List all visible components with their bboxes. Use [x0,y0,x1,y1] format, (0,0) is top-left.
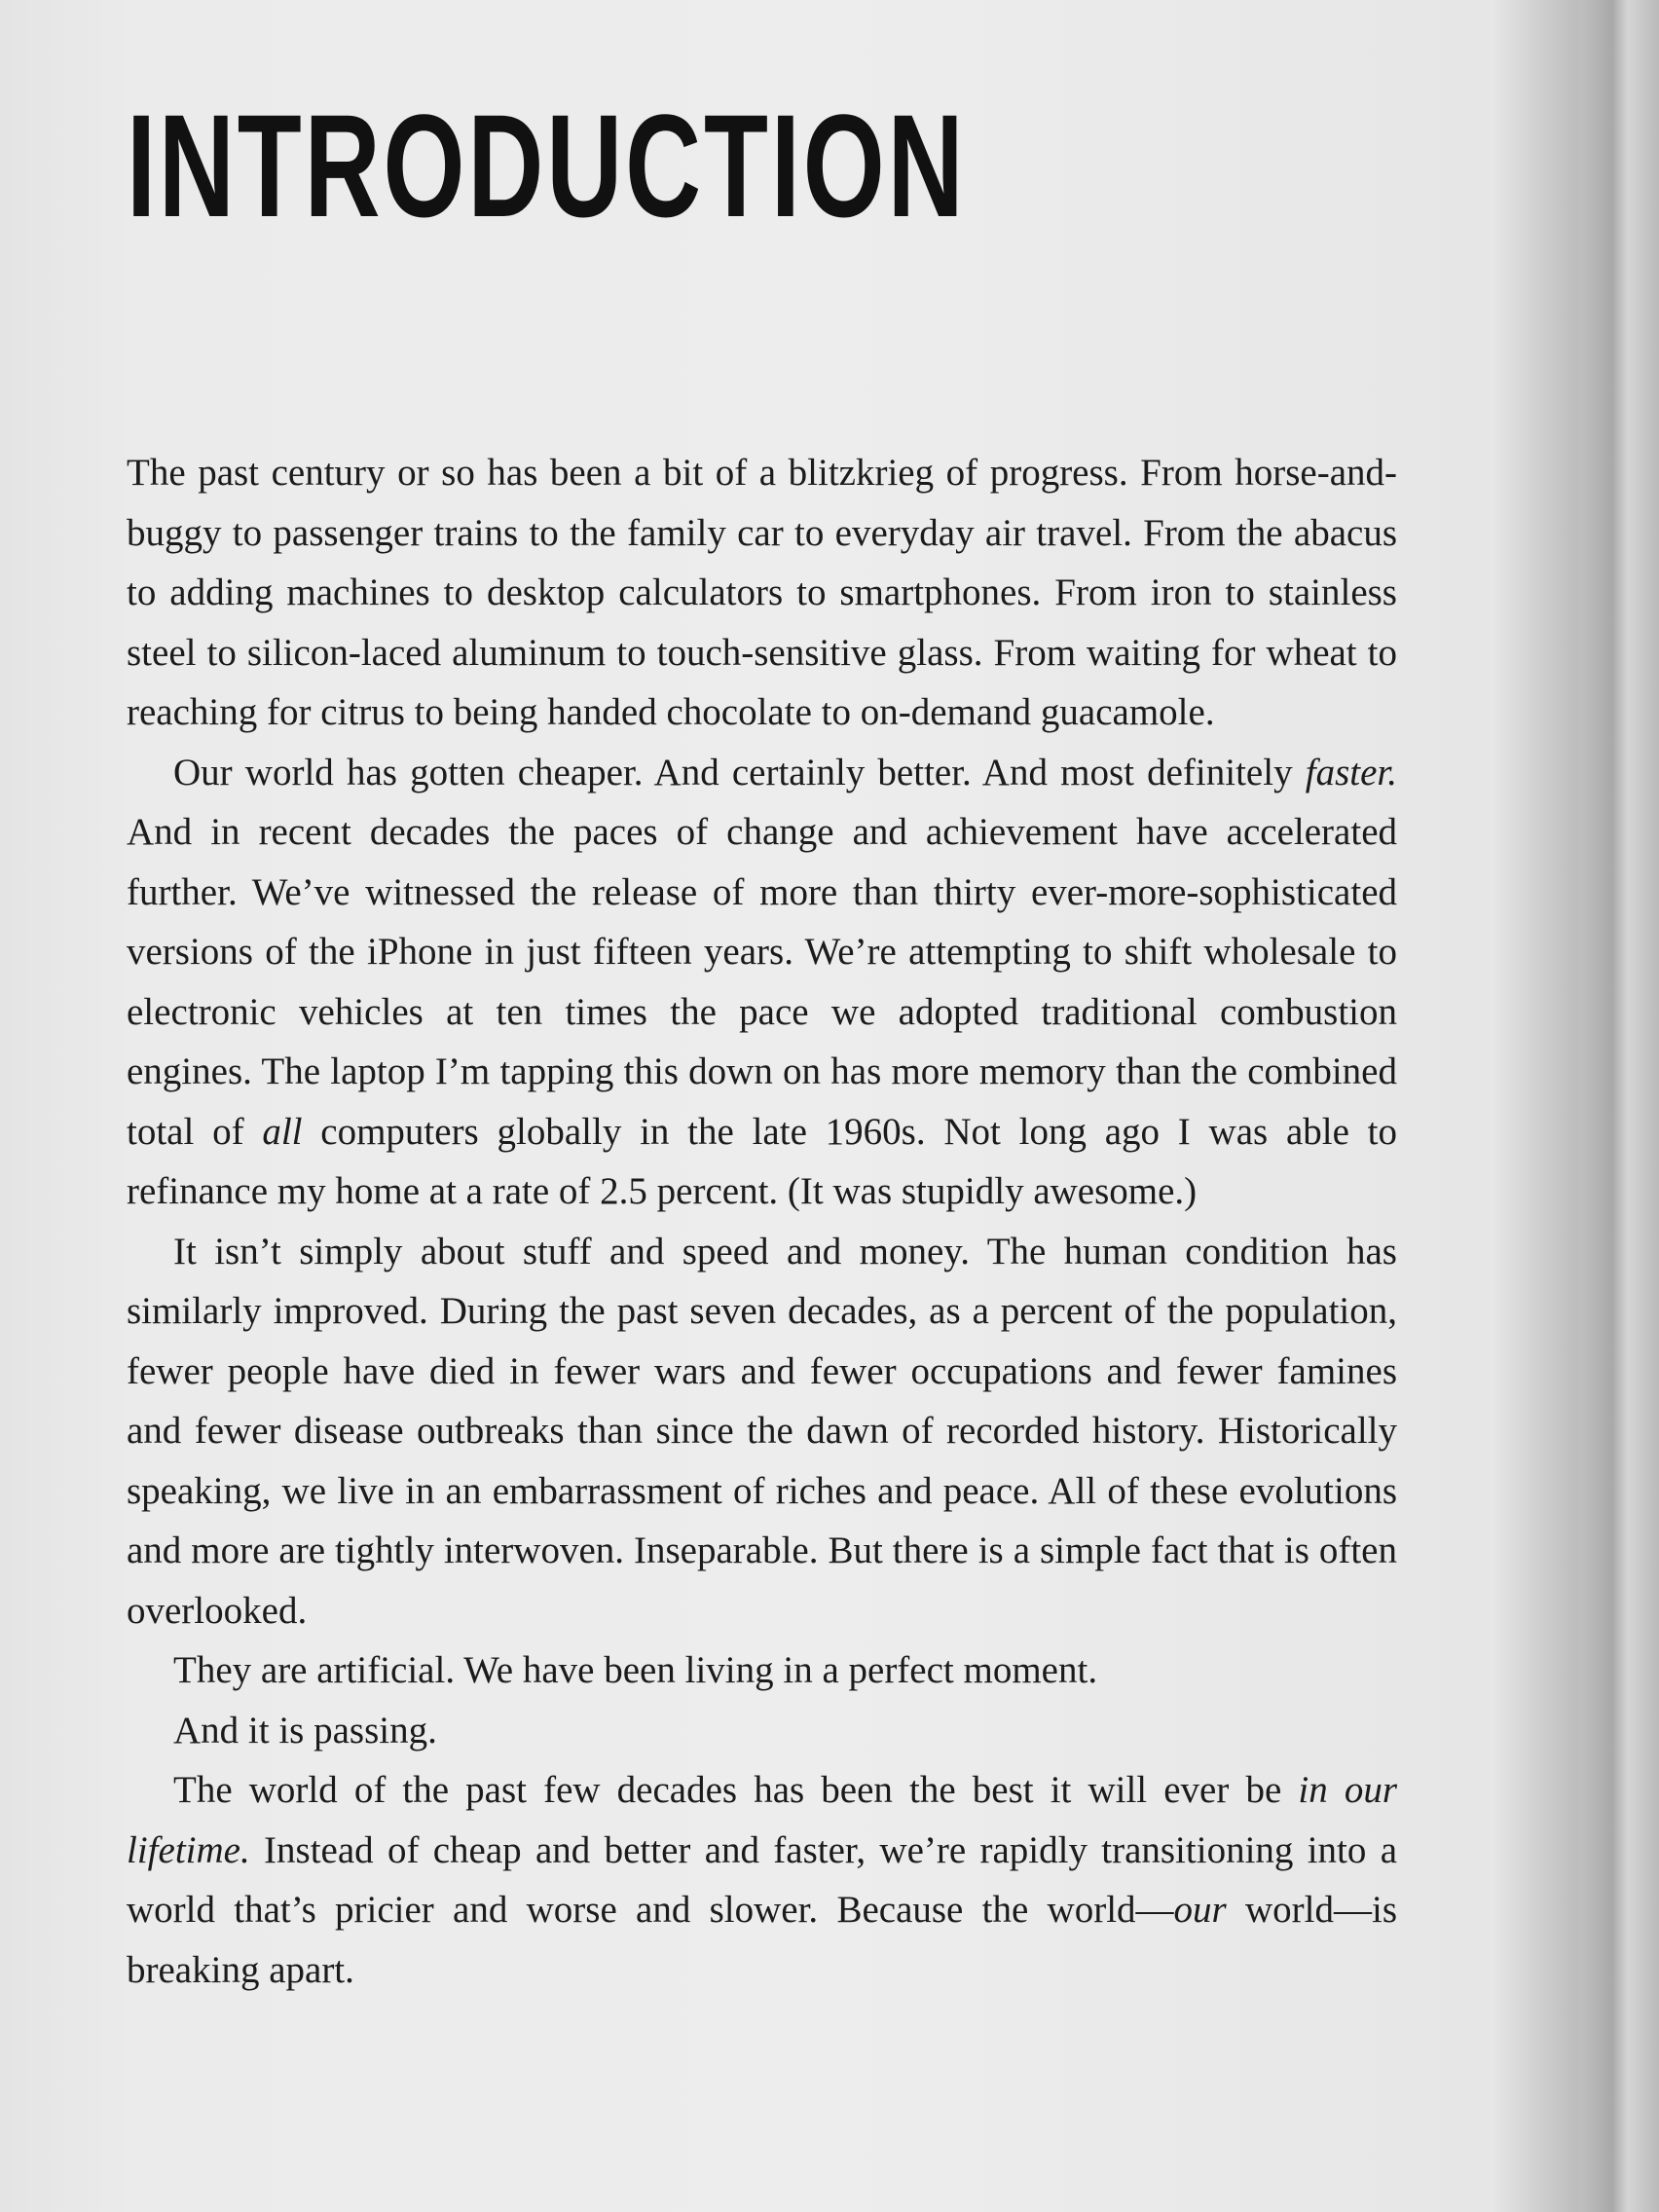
paragraph-4-text: They are artificial. We have been living in a perfect moment. [173,1649,1098,1691]
paragraph-1 [127,443,1397,743]
paragraph-5-text: And it is passing. [173,1709,437,1751]
paragraph-6-text: The world of the past few decades has been the best it will ever be [173,1769,1299,1811]
emphasis-faster: faster. [1305,751,1397,793]
paragraph-2-text: Our world has gotten cheaper. And certainly better. And most definitely [173,751,1306,793]
paragraph-6-text-end: world—is breaking apart. [127,1889,1397,1991]
paragraph-3-text: It isn’t simply about stuff and speed and money. The human condition has similarly improved. During the past seven decades, as a percent of the population, fewer people have died in fewer wars and fewer occupations and fewer famines and fewer disease outbreaks than since the dawn of recorded history. Historically speaking, we live in an embarrassment of riches and peace. All of these evolutions and more are tightly interwoven. Inseparable. But there is a simple fact that is often overlooked. [127,1230,1397,1632]
paragraph-4 [127,1641,1397,1701]
paragraph-6 [127,1760,1397,2000]
body-text [127,443,1397,2000]
paragraph-1-text: The past century or so has been a bit of a blitzkrieg of progress. From horse-and-buggy to passenger trains to the family car to everyday air travel. From the abacus to adding machines to desktop calculators to smartphones. From iron to stainless steel to silicon-laced aluminum to touch-sensitive glass. From waiting for wheat to reaching for citrus to being handed chocolate to on-demand guacamole. [127,452,1397,733]
emphasis-all: all [262,1110,303,1153]
emphasis-in-our-lifetime: in our lifetime. [127,1769,1397,1871]
paragraph-2 [127,743,1397,1222]
chapter-title: INTRODUCTION [127,84,967,247]
page-gutter-shadow [1581,0,1659,2212]
paragraph-2-text-end: computers globally in the late 1960s. Not long ago I was able to refinance my home at a rate of 2.5 percent. (It was stupidly awesome.) [127,1110,1398,1212]
paragraph-5 [127,1701,1397,1761]
emphasis-our: our [1173,1889,1227,1931]
paragraph-6-text-cont: Instead of cheap and better and faster, we’re rapidly transitioning into a world that’s pricier and worse and slower. Because the world— [127,1828,1397,1931]
paragraph-3 [127,1222,1397,1641]
paragraph-2-text-cont: And in recent decades the paces of change and achievement have accelerated further. We’ve witnessed the release of more than thirty ever-more-sophisticated versions of the iPhone in just fifteen years. We’re attempting to shift wholesale to electronic vehicles at ten times the pace we adopted traditional combustion engines. The laptop I’m tapping this down on has more memory than the combined total of [127,811,1397,1153]
